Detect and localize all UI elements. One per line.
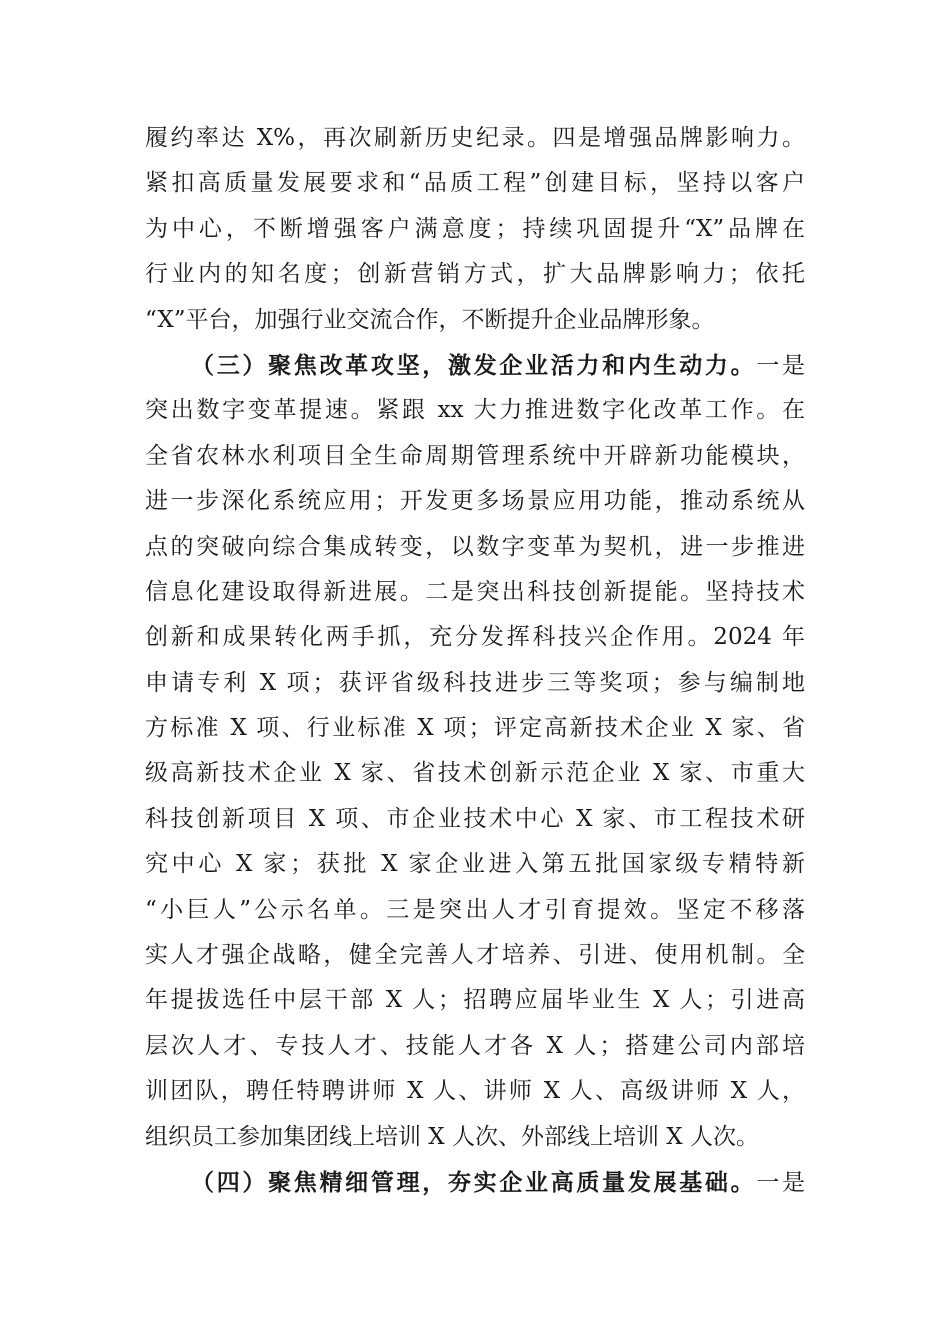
paragraph-line: 组织员工参加集团线上培训 X 人次、外部线上培训 X 人次。: [145, 1123, 759, 1150]
section-heading-line: [145, 1160, 805, 1205]
section-three-heading-tail: 一是: [756, 352, 806, 379]
paragraph-line: “X”平台，加强行业交流合作，不断提升企业品牌形象。: [145, 306, 715, 333]
paragraph-line: 行业内的知名度；创新营销方式，扩大品牌影响力；依托: [145, 261, 805, 288]
paragraph-line: 方标准 X 项、行业标准 X 项；评定高新技术企业 X 家、省: [145, 715, 805, 742]
paragraph-line: 实人才强企战略，健全完善人才培养、引进、使用机制。全: [145, 942, 805, 969]
section-four-heading-tail: 一是: [756, 1169, 806, 1196]
paragraph-line: 为中心，不断增强客户满意度；持续巩固提升“X”品牌在: [145, 215, 805, 242]
paragraph-line: 级高新技术企业 X 家、省技术创新示范企业 X 家、市重大: [145, 760, 805, 787]
paragraph-line: 全省农林水利项目全生命周期管理系统中开辟新功能模块，: [145, 442, 805, 469]
paragraph-line: 创新和成果转化两手抓，充分发挥科技兴企作用。2024 年: [145, 624, 805, 651]
paragraph-line: 训团队，聘任特聘讲师 X 人、讲师 X 人、高级讲师 X 人，: [145, 1078, 805, 1105]
paragraph-line: 紧扣高质量发展要求和“品质工程”创建目标，坚持以客户: [145, 170, 805, 197]
paragraph-line: 信息化建设取得新进展。二是突出科技创新提能。坚持技术: [145, 578, 805, 605]
paragraph-line: 究中心 X 家；获批 X 家企业进入第五批国家级专精特新: [145, 851, 805, 878]
paragraph-line: 进一步深化系统应用；开发更多场景应用功能，推动系统从: [145, 488, 805, 515]
paragraph-line: “小巨人”公示名单。三是突出人才引育提效。坚定不移落: [145, 896, 805, 923]
paragraph-line: 突出数字变革提速。紧跟 xx 大力推进数字化改革工作。在: [145, 397, 805, 424]
paragraph-line: 年提拔选任中层干部 X 人；招聘应届毕业生 X 人；引进高: [145, 987, 805, 1014]
section-heading-line: [145, 343, 805, 388]
paragraph-line: 科技创新项目 X 项、市企业技术中心 X 家、市工程技术研: [145, 805, 805, 832]
paragraph-line: 履约率达 X%，再次刷新历史纪录。四是增强品牌影响力。: [145, 125, 805, 151]
paragraph-line: 层次人才、专技人才、技能人才各 X 人；搭建公司内部培: [145, 1032, 805, 1059]
document-body: [145, 116, 805, 1205]
section-three-heading: （三）聚焦改革攻坚，激发企业活力和内生动力。: [191, 351, 757, 379]
paragraph-line: 申请专利 X 项；获评省级科技进步三等奖项；参与编制地: [145, 669, 805, 696]
section-four-heading: （四）聚焦精细管理，夯实企业高质量发展基础。: [191, 1168, 757, 1196]
paragraph-line: 点的突破向综合集成转变，以数字变革为契机，进一步推进: [145, 533, 805, 560]
